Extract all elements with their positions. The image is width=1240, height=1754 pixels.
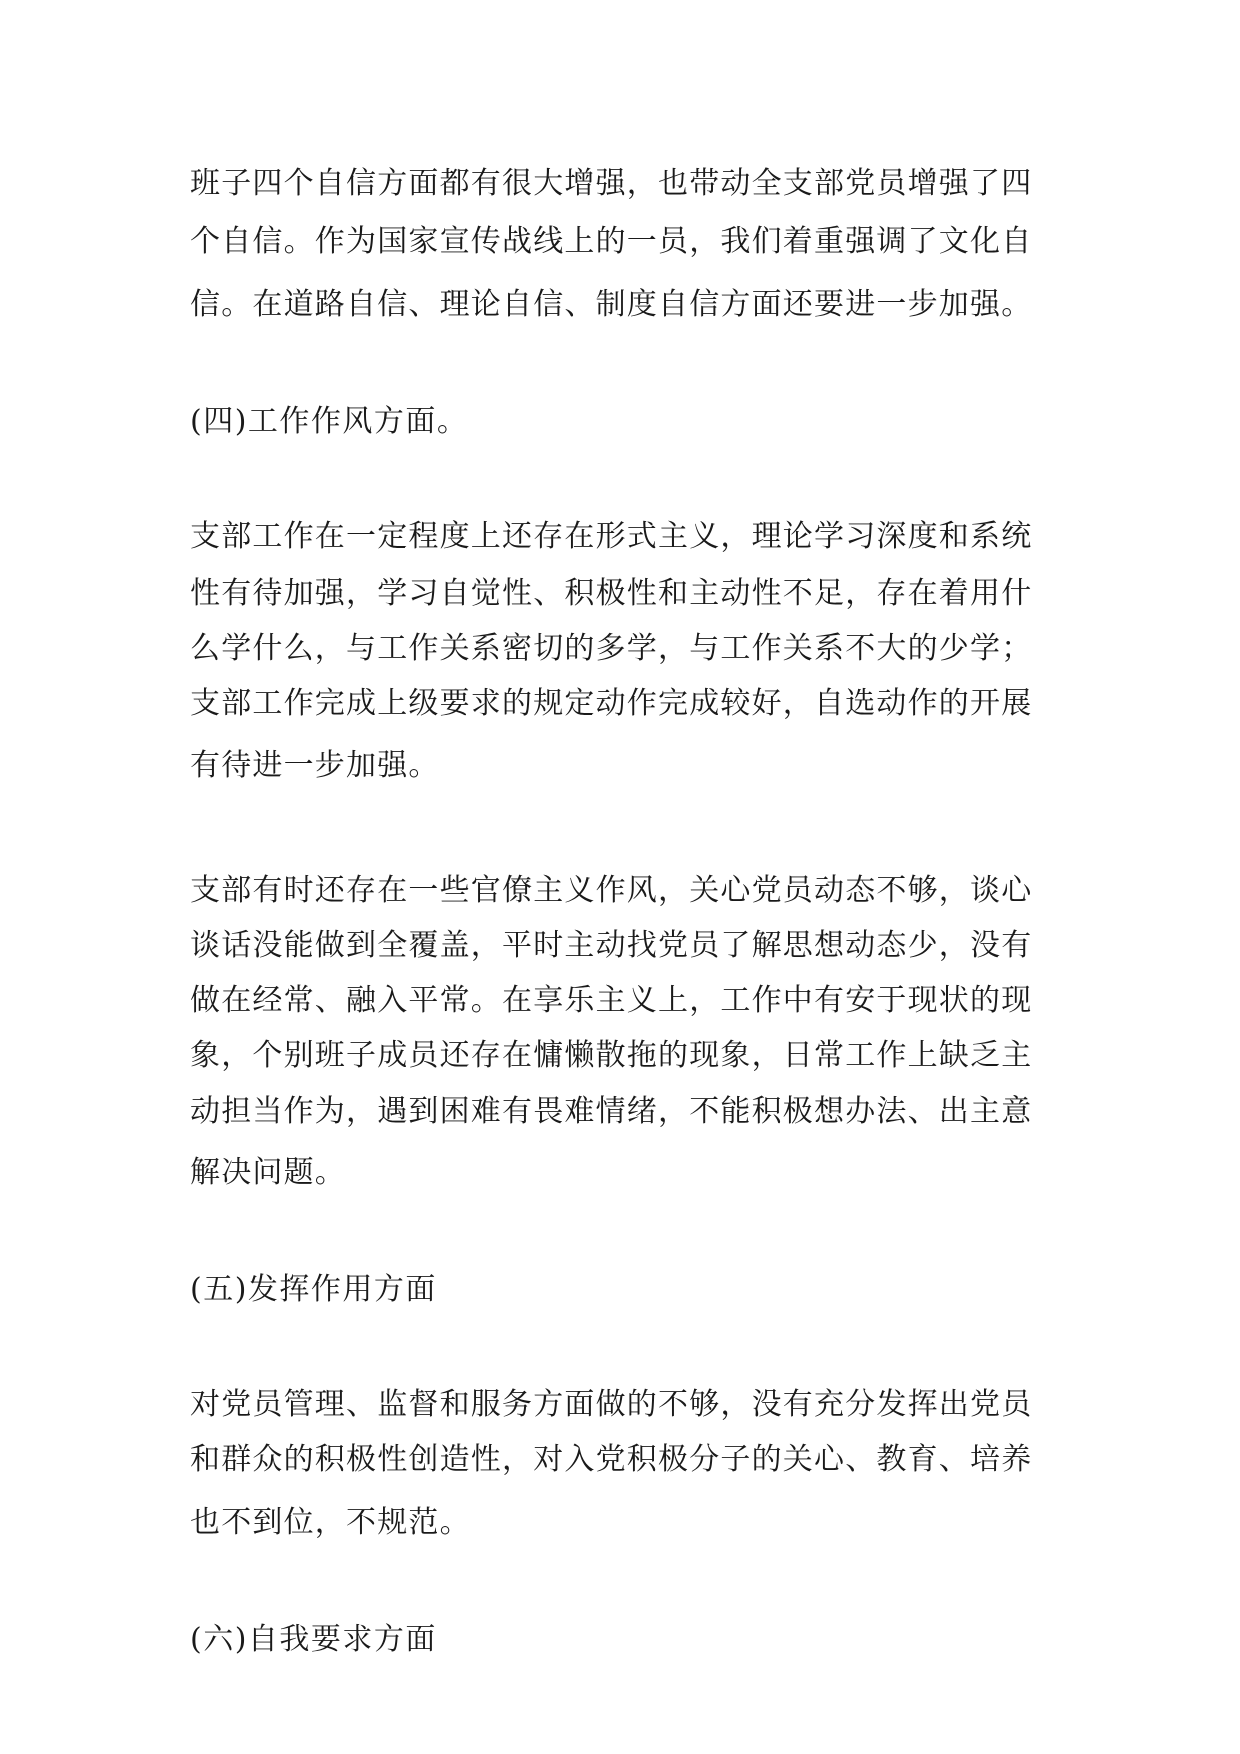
paragraph-line: 信。在道路自信、理论自信、制度自信方面还要进一步加强。 — [190, 287, 1033, 322]
paragraph-line: 支部有时还存在一些官僚主义作风，关心党员动态不够，谈心 — [190, 873, 1033, 908]
paragraph-line: 有待进一步加强。 — [190, 748, 440, 783]
paragraph-line: 支部工作在一定程度上还存在形式主义，理论学习深度和系统 — [190, 519, 1033, 554]
paragraph-line: 个自信。作为国家宣传战线上的一员，我们着重强调了文化自 — [190, 224, 1033, 259]
paragraph-line: 支部工作完成上级要求的规定动作完成较好，自选动作的开展 — [190, 686, 1033, 721]
paragraph-line: 性有待加强，学习自觉性、积极性和主动性不足，存在着用什 — [190, 576, 1033, 611]
paragraph-line: 做在经常、融入平常。在享乐主义上，工作中有安于现状的现 — [190, 983, 1033, 1018]
paragraph-line: 和群众的积极性创造性，对入党积极分子的关心、教育、培养 — [190, 1442, 1033, 1477]
section-heading: (五)发挥作用方面 — [190, 1272, 437, 1307]
paragraph-line: 谈话没能做到全覆盖，平时主动找党员了解思想动态少，没有 — [190, 928, 1033, 963]
paragraph-line: 动担当作为，遇到困难有畏难情绪，不能积极想办法、出主意 — [190, 1094, 1033, 1129]
paragraph-line: 对党员管理、监督和服务方面做的不够，没有充分发挥出党员 — [190, 1387, 1033, 1422]
paragraph-line: 象，个别班子成员还存在慵懒散拖的现象，日常工作上缺乏主 — [190, 1038, 1033, 1073]
paragraph-line: 么学什么，与工作关系密切的多学，与工作关系不大的少学； — [190, 631, 1033, 666]
paragraph-line: 解决问题。 — [190, 1155, 346, 1190]
paragraph-line: 班子四个自信方面都有很大增强，也带动全支部党员增强了四 — [190, 166, 1033, 201]
paragraph-line: 也不到位，不规范。 — [190, 1505, 471, 1540]
section-heading: (四)工作作风方面。 — [190, 404, 469, 439]
section-heading: (六)自我要求方面 — [190, 1622, 437, 1657]
